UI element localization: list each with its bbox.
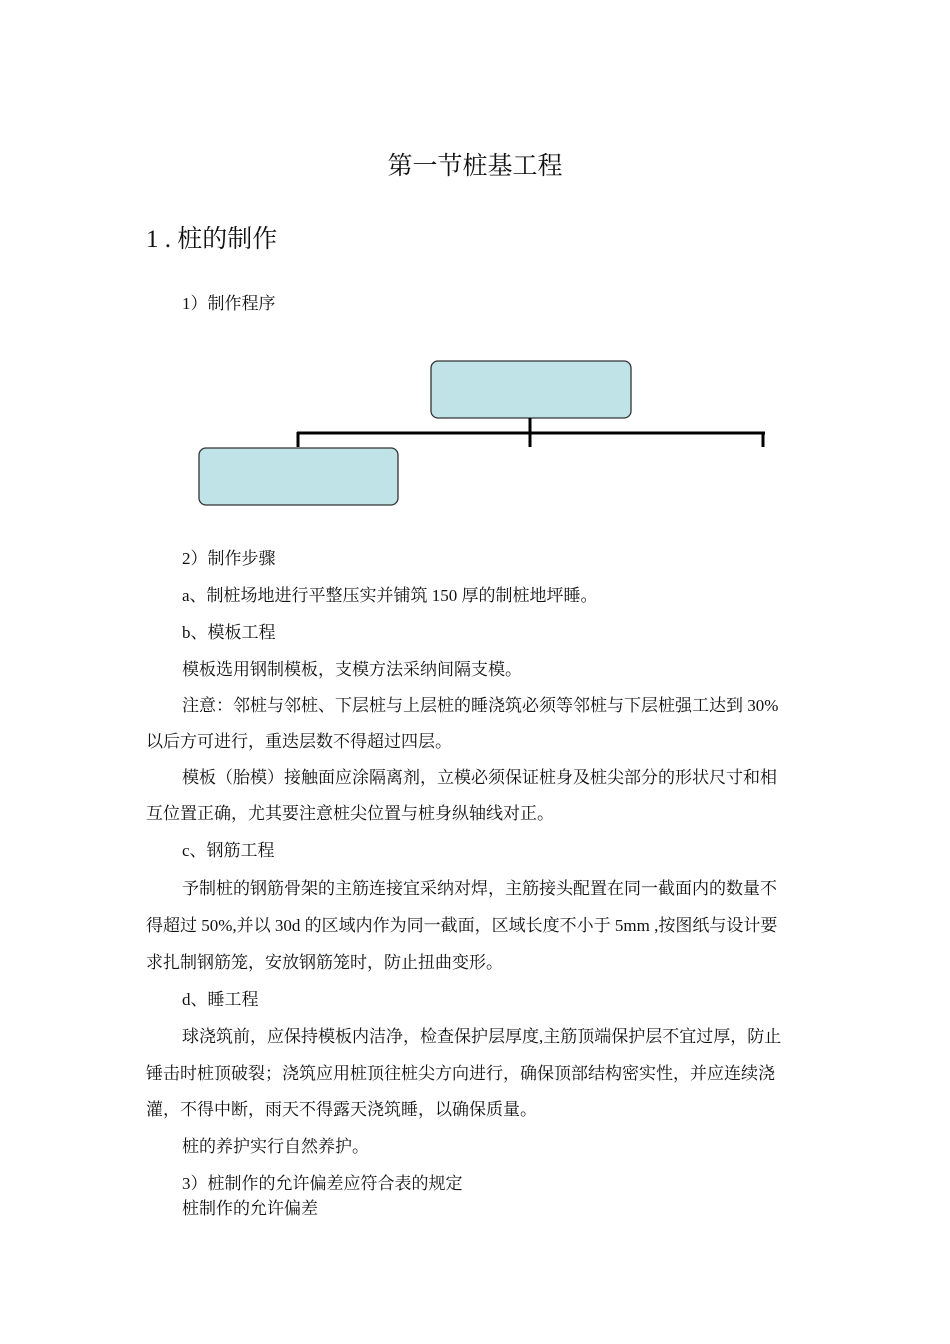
section-heading: 1 . 桩的制作 <box>146 226 278 253</box>
subheading-tolerance: 3）桩制作的允许偏差应符合表的规定 <box>182 1174 463 1193</box>
paragraph-note-1: 注意：邻桩与邻桩、下层桩与上层桩的睡浇筑必须等邻桩与下层桩强工达到 30% <box>182 696 779 715</box>
page-title: 第一节桩基工程 <box>387 153 563 180</box>
step-b: b、模板工程 <box>182 623 276 642</box>
step-c: c、钢筋工程 <box>182 841 275 860</box>
paragraph-note-2: 以后方可进行，重迭层数不得超过四层。 <box>146 732 452 751</box>
flowchart-box-top <box>431 361 631 418</box>
subheading-procedure: 1）制作程序 <box>182 294 276 313</box>
paragraph-c-3: 求扎制钢筋笼，安放钢筋笼时，防止扭曲变形。 <box>146 953 503 972</box>
paragraph-mold-2: 互位置正确，尤其要注意桩尖位置与桩身纵轴线对正。 <box>146 804 554 823</box>
paragraph-curing: 桩的养护实行自然养护。 <box>182 1137 369 1156</box>
paragraph-mold-1: 模板（胎模）接触面应涂隔离剂，立模必须保证桩身及桩尖部分的形状尺寸和相 <box>182 768 777 787</box>
paragraph-d-1: 球浇筑前，应保持模板内洁净，检查保护层厚度,主筋顶端保护层不宜过厚，防止 <box>182 1027 782 1046</box>
paragraph-c-2: 得超过 50%,并以 30d 的区域内作为同一截面，区域长度不小于 5mm ,按图纸与设计要 <box>146 916 778 935</box>
flowchart-box-left <box>199 448 398 505</box>
paragraph-b-1: 模板选用钢制模板，支模方法采纳间隔支模。 <box>182 660 522 679</box>
subheading-steps: 2）制作步骤 <box>182 549 276 568</box>
table-caption: 桩制作的允许偏差 <box>182 1199 318 1218</box>
step-d: d、睡工程 <box>182 990 259 1009</box>
paragraph-d-3: 灌，不得中断，雨天不得露天浇筑睡，以确保质量。 <box>146 1100 537 1119</box>
flowchart-diagram <box>0 0 950 520</box>
paragraph-c-1: 予制桩的钢筋骨架的主筋连接宜采纳对焊，主筋接头配置在同一截面内的数量不 <box>182 879 777 898</box>
paragraph-d-2: 锤击时桩顶破裂；浇筑应用桩顶往桩尖方向进行，确保顶部结构密实性，并应连续浇 <box>146 1064 775 1083</box>
step-a: a、制桩场地进行平整压实并铺筑 150 厚的制桩地坪睡。 <box>182 586 598 605</box>
